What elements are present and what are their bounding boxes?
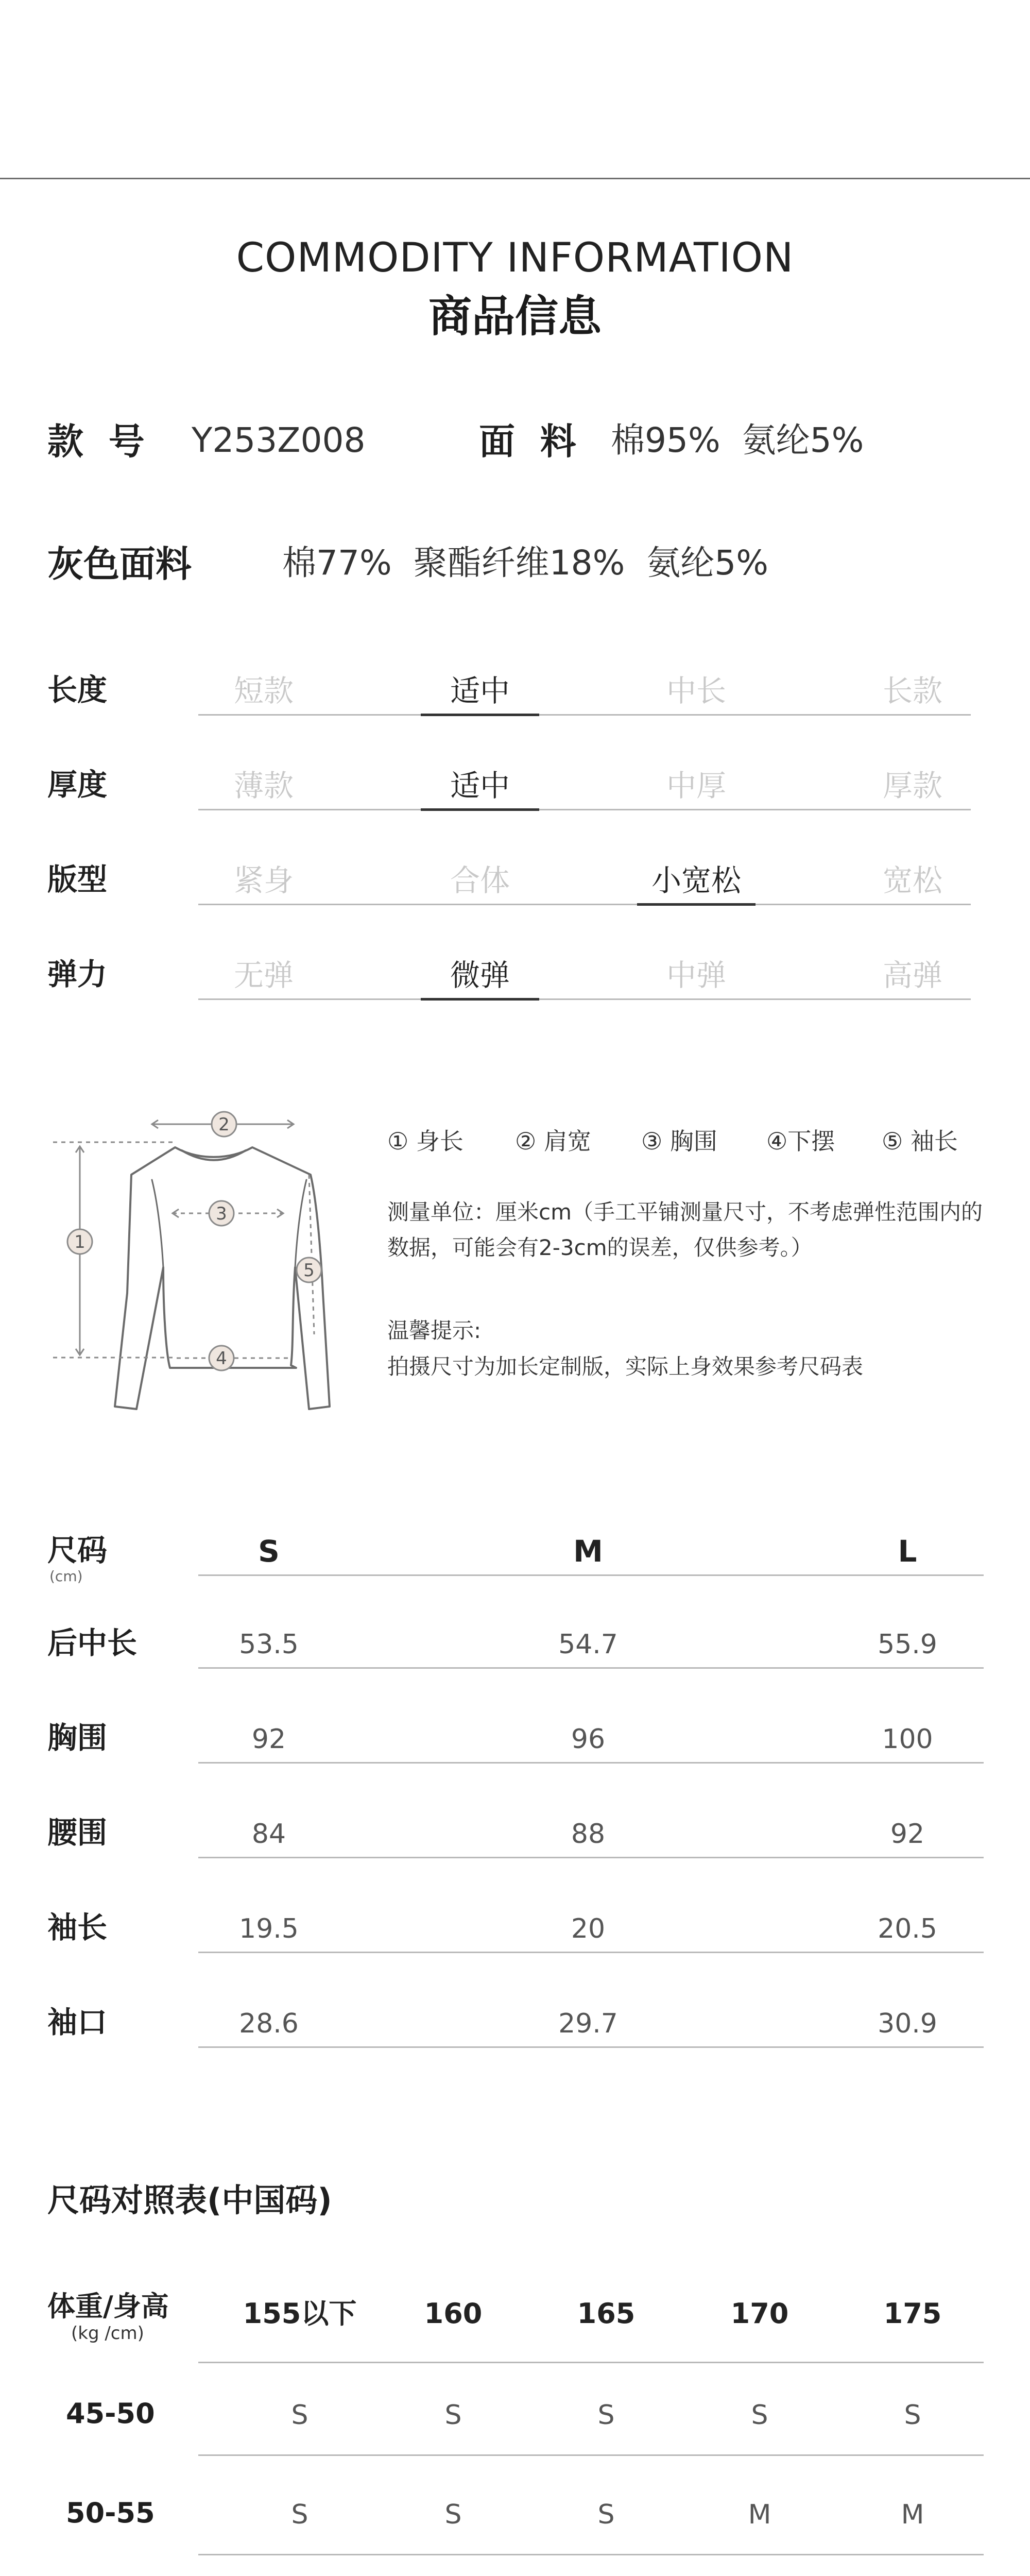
gray-fabric-value: 棉77% 聚酯纤维18% 氨纶5% [282,543,769,583]
attribute-label: 长度 [47,672,108,707]
attribute-option: 紧身 [233,863,294,898]
cn-size-cell: S [904,2400,921,2431]
size-cell: 28.6 [239,2008,299,2039]
attribute-label: 版型 [47,862,108,897]
attribute-option: 宽松 [882,863,942,898]
size-cell: 88 [571,1819,606,1850]
attribute-selected-underline [421,998,539,1001]
attribute-line [198,714,971,716]
attribute-option: 中厚 [666,768,726,803]
fabric-value: 棉95% 氨纶5% [611,420,864,460]
size-header-label: 尺码 [47,1533,108,1568]
fabric-label: 面 料 [479,420,576,463]
cn-size-cell: S [291,2400,308,2431]
attribute-line [198,904,971,905]
attribute-selected-underline [421,714,539,716]
attribute-option: 厚款 [882,768,942,803]
garment-diagram [49,1097,358,1417]
size-cell: 92 [890,1819,925,1850]
neckline [182,1150,246,1160]
attribute-option-selected: 微弹 [450,958,510,993]
size-cell: 29.7 [558,2008,618,2039]
svg-text:1: 1 [74,1232,85,1252]
attribute-option: 高弹 [882,958,942,993]
cn-size-cell: M [901,2499,924,2530]
attribute-option: 中弹 [666,958,726,993]
cn-size-cell: M [748,2499,771,2530]
size-cell: 20.5 [878,1913,937,1944]
size-row-line [198,2046,984,2048]
cn-size-cell: S [291,2499,308,2530]
size-row-line [198,1667,984,1669]
cn-size-cell: S [444,2499,462,2530]
attribute-option-selected: 适中 [450,768,510,803]
size-header-cell: S [258,1534,280,1569]
size-row-line [198,1762,984,1764]
attribute-option-selected: 小宽松 [651,863,741,898]
cn-header-line [198,2362,984,2363]
gray-fabric-label: 灰色面料 [47,543,192,585]
attribute-selected-underline [421,808,539,811]
cn-height-cell: 165 [577,2297,636,2330]
cn-row-label: 50-55 [66,2497,155,2529]
cn-header-unit: (kg /cm) [71,2323,144,2344]
cn-size-title: 尺码对照表(中国码) [47,2181,332,2219]
cn-height-cell: 170 [730,2297,789,2330]
size-cell: 20 [571,1913,606,1944]
attribute-option: 短款 [233,673,294,708]
english-title: COMMODITY INFORMATION [236,235,794,281]
attribute-option: 中长 [666,673,726,708]
size-cell: 19.5 [239,1913,299,1944]
cn-row-label: 45-50 [66,2397,155,2430]
attribute-option: 合体 [450,863,510,898]
size-cell: 96 [571,1724,606,1755]
style-number-label: 款 号 [47,420,145,463]
cn-height-cell: 175 [883,2297,942,2330]
svg-text:4: 4 [216,1348,227,1369]
legend-body-length: ① 身长 [387,1127,464,1155]
size-row-label: 后中长 [47,1625,138,1660]
cn-height-cell: 155以下 [243,2297,357,2330]
legend-chest: ③ 胸围 [641,1127,717,1155]
size-cell: 84 [251,1819,286,1850]
size-row-label: 腰围 [47,1815,108,1850]
attribute-option: 长款 [882,673,942,708]
attribute-label: 弹力 [47,957,108,992]
legend-sleeve: ⑤ 袖长 [882,1127,958,1155]
attribute-line [198,809,971,810]
size-cell: 55.9 [878,1629,937,1660]
size-cell: 53.5 [239,1629,299,1660]
cn-size-cell: S [751,2400,768,2431]
attribute-label: 厚度 [47,767,108,802]
legend-hem: ④下摆 [766,1127,835,1155]
size-header-line [198,1574,984,1576]
size-row-line [198,1952,984,1953]
tip-text: 拍摄尺寸为加长定制版，实际上身效果参考尺码表 [387,1354,864,1379]
legend-shoulder: ② 肩宽 [515,1127,591,1155]
size-row-label: 袖长 [47,1910,108,1945]
attribute-option: 薄款 [233,768,294,803]
svg-text:3: 3 [216,1204,227,1224]
size-cell: 100 [882,1724,933,1755]
svg-text:5: 5 [303,1260,315,1281]
cn-header-label: 体重/身高 [47,2290,169,2323]
size-row-line [198,1857,984,1858]
attribute-line [198,998,971,1000]
cn-size-cell: S [597,2499,615,2530]
size-cell: 92 [251,1724,286,1755]
style-number-value: Y253Z008 [192,420,366,460]
size-header-cell: M [573,1534,603,1569]
tip-title: 温馨提示: [387,1318,482,1343]
size-cell: 30.9 [878,2008,937,2039]
size-row-label: 袖口 [47,2005,108,2040]
attribute-selected-underline [637,903,756,906]
size-header-unit: (cm) [49,1568,83,1585]
cn-row-line [198,2454,984,2456]
cn-size-cell: S [597,2400,615,2431]
size-row-label: 胸围 [47,1720,108,1755]
cn-height-cell: 160 [424,2297,483,2330]
unit-note: 测量单位：厘米cm（手工平铺测量尺寸，不考虑弹性范围内的数据，可能会有2-3cm的误差，仅供参考。） [387,1199,983,1261]
size-header-cell: L [898,1534,917,1569]
cn-row-line [198,2554,984,2555]
svg-text:2: 2 [218,1114,230,1135]
attribute-option-selected: 适中 [450,673,510,708]
top-divider [0,178,1030,179]
chinese-title: 商品信息 [428,291,602,342]
cn-size-cell: S [444,2400,462,2431]
attribute-option: 无弹 [233,958,294,993]
size-cell: 54.7 [558,1629,618,1660]
